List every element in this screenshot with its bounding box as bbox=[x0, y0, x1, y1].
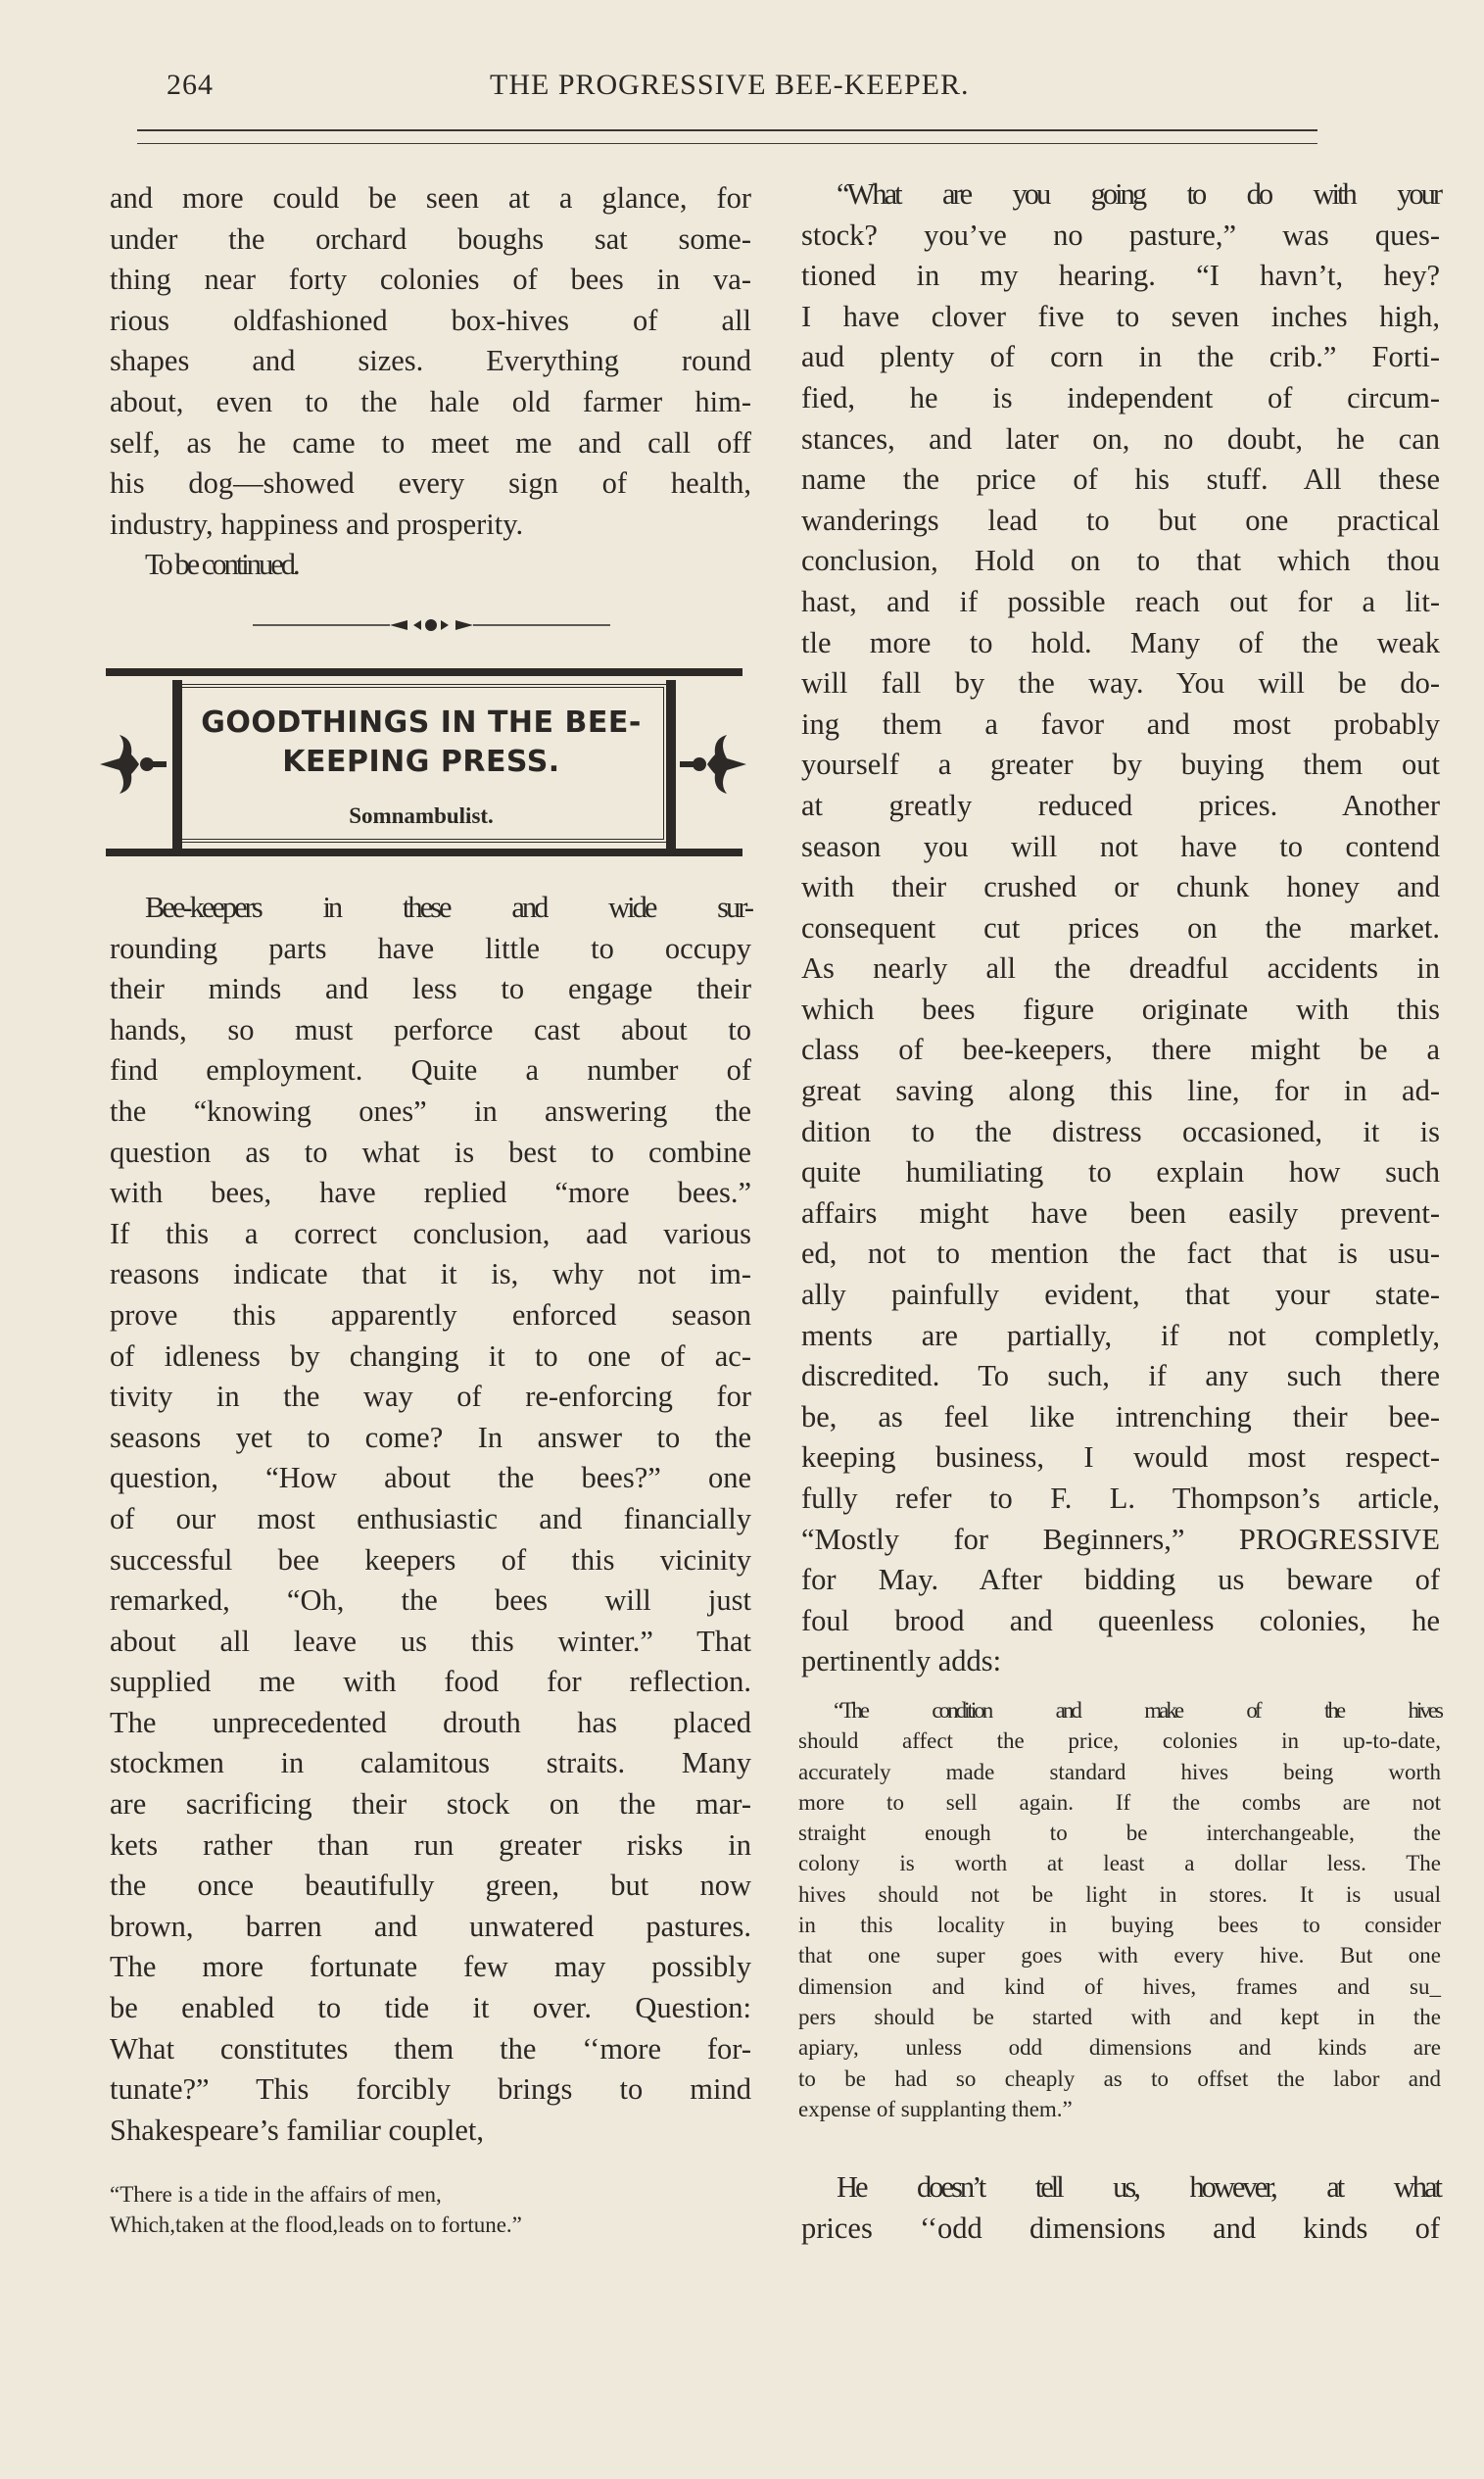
text-line: aud plenty of corn in the crib.” Forti- bbox=[801, 340, 1440, 374]
text-line: of idleness by changing it to one of ac- bbox=[110, 1338, 751, 1373]
text-line: with their crushed or chunk honey and bbox=[801, 870, 1440, 904]
text-line: about, even to the hale old farmer him- bbox=[110, 384, 751, 418]
text-line: supplied me with food for reflection. bbox=[110, 1665, 751, 1699]
text-line: ed, not to mention the fact that is usu- bbox=[801, 1237, 1440, 1271]
quote-line: straight enough to be interchangeable, the bbox=[798, 1821, 1441, 1846]
fleur-de-lis-right-icon bbox=[680, 725, 748, 803]
quote-line: apiary, unless odd dimensions and kinds are bbox=[798, 2035, 1441, 2061]
quote-line: in this locality in buying bees to consider bbox=[798, 1913, 1441, 1938]
box-bottom-bar bbox=[106, 849, 742, 856]
quote-line: that one super goes with every hive. But one bbox=[798, 1943, 1441, 1969]
text-line: Shakespeare’s familiar couplet, bbox=[110, 2113, 484, 2147]
text-line: stock? you’ve no pasture,” was ques- bbox=[801, 218, 1440, 252]
left-column-top bbox=[110, 178, 751, 586]
quote-line: more to sell again. If the combs are not bbox=[798, 1789, 1441, 1815]
text-line: tivity in the way of re-enforcing for bbox=[110, 1380, 751, 1414]
text-line: question, “How about the bees?” one bbox=[110, 1461, 751, 1495]
text-line: If this a correct conclusion, aad various bbox=[110, 1216, 751, 1250]
section-heading-box bbox=[98, 666, 749, 862]
text-line: self, as he came to meet me and call off bbox=[110, 425, 751, 460]
text-line: shapes and sizes. Everything round bbox=[110, 344, 751, 378]
text-line: tioned in my hearing. “I havn’t, hey? bbox=[801, 259, 1440, 293]
text-line: stances, and later on, no doubt, he can bbox=[801, 421, 1440, 456]
quote-line: colony is worth at least a dollar less. The bbox=[798, 1851, 1441, 1876]
text-line: tle more to hold. Many of the weak bbox=[801, 625, 1440, 659]
right-column-quote bbox=[798, 1695, 1441, 2124]
right-column-tail bbox=[801, 2167, 1440, 2249]
text-line: He doesn’t tell us, however, at what bbox=[837, 2170, 1440, 2204]
text-line: season you will not have to contend bbox=[801, 829, 1440, 863]
text-line: conclusion, Hold on to that which thou bbox=[801, 544, 1440, 578]
text-line: The more fortunate few may possibly bbox=[110, 1950, 751, 1984]
text-line: tunate?” This forcibly brings to mind bbox=[110, 2072, 751, 2107]
text-line: ments are partially, if not completly, bbox=[801, 1318, 1440, 1352]
quote-line: to be had so cheaply as to offset the labor and bbox=[798, 2066, 1441, 2091]
text-line: of our most enthusiastic and financially bbox=[110, 1501, 751, 1535]
text-line: which bees figure originate with this bbox=[801, 992, 1440, 1026]
journal-title: THE PROGRESSIVE BEE-KEEPER. bbox=[490, 69, 970, 101]
text-line: the “knowing ones” in answering the bbox=[110, 1094, 751, 1128]
text-line: quite humiliating to explain how such bbox=[801, 1155, 1440, 1190]
text-line: will fall by the way. You will be do- bbox=[801, 666, 1440, 701]
text-line: affairs might have been easily prevent- bbox=[801, 1195, 1440, 1230]
text-line: thing near forty colonies of bees in va- bbox=[110, 263, 751, 297]
text-line: hands, so must perforce cast about to bbox=[110, 1012, 751, 1046]
box-top-bar bbox=[106, 668, 742, 676]
text-line: yourself a greater by buying them out bbox=[801, 748, 1440, 782]
text-line: hast, and if possible reach out for a lit- bbox=[801, 584, 1440, 618]
quote-line: accurately made standard hives being worth bbox=[798, 1759, 1441, 1784]
text-line: ing them a favor and most probably bbox=[801, 706, 1440, 741]
divider-ornament-icon bbox=[253, 615, 610, 635]
text-line: ally painfully evident, that your state- bbox=[801, 1278, 1440, 1312]
text-line: with bees, have replied “more bees.” bbox=[110, 1176, 751, 1210]
text-line: remarked, “Oh, the bees will just bbox=[110, 1583, 751, 1618]
text-line: great saving along this line, for in ad- bbox=[801, 1074, 1440, 1108]
text-line: pertinently adds: bbox=[801, 1644, 1002, 1678]
section-title bbox=[186, 704, 656, 782]
text-line: brown, barren and unwatered pastures. bbox=[110, 1909, 751, 1943]
text-line: rounding parts have little to occupy bbox=[110, 931, 751, 965]
box-right-post bbox=[666, 680, 676, 849]
text-line: prove this apparently enforced season bbox=[110, 1297, 751, 1332]
text-line: stockmen in calamitous straits. Many bbox=[110, 1746, 751, 1780]
text-line: and more could be seen at a glance, for bbox=[110, 181, 751, 215]
text-line: prices ‘‘odd dimensions and kinds of bbox=[801, 2211, 1440, 2245]
text-line: kets rather than run greater risks in bbox=[110, 1827, 751, 1862]
text-line: class of bee-keepers, there might be a bbox=[801, 1033, 1440, 1067]
text-line: “What are you going to do with your bbox=[837, 177, 1440, 211]
text-line: Bee-keepers in these and wide sur- bbox=[145, 891, 751, 924]
text-line: are sacrificing their stock on the mar- bbox=[110, 1787, 751, 1822]
text-line: As nearly all the dreadful accidents in bbox=[801, 951, 1440, 986]
quote-line: “The condition and make of the hives bbox=[834, 1698, 1441, 1723]
text-line: “Mostly for Beginners,” PROGRESSIVE bbox=[801, 1522, 1440, 1556]
page-number: 264 bbox=[167, 69, 214, 101]
running-header bbox=[167, 69, 1244, 118]
text-line: The unprecedented drouth has placed bbox=[110, 1705, 751, 1739]
text-line: at greatly reduced prices. Another bbox=[801, 788, 1440, 822]
left-column-body bbox=[110, 888, 751, 2151]
text-line: discredited. To such, if any such there bbox=[801, 1359, 1440, 1393]
quote-line: expense of supplanting them.” bbox=[798, 2096, 1073, 2121]
text-line: foul brood and queenless colonies, he bbox=[801, 1603, 1440, 1637]
header-rule-thin bbox=[137, 143, 1317, 144]
text-line: his dog—showed every sign of health, bbox=[110, 466, 751, 501]
text-line: seasons yet to come? In answer to the bbox=[110, 1420, 751, 1454]
text-line: fully refer to F. L. Thompson’s article, bbox=[801, 1482, 1440, 1515]
left-column-quote bbox=[110, 2179, 751, 2240]
text-line: name the price of his stuff. All these bbox=[801, 462, 1440, 497]
text-line: for May. After bidding us beware of bbox=[801, 1563, 1440, 1597]
text-line: about all leave us this winter.” That bbox=[110, 1624, 751, 1658]
quote-line: hives should not be light in stores. It is usual bbox=[798, 1881, 1441, 1907]
text-line: be, as feel like intrenching their bee- bbox=[801, 1399, 1440, 1434]
text-line: What constitutes them the ‘‘more for- bbox=[110, 2031, 751, 2066]
quote-line: dimension and kind of hives, frames and su_ bbox=[798, 1973, 1441, 1999]
text-line: dition to the distress occasioned, it is bbox=[801, 1114, 1440, 1148]
text-line: question as to what is best to combine bbox=[110, 1135, 751, 1169]
text-line: find employment. Quite a number of bbox=[110, 1053, 751, 1088]
text-line: keeping business, I would most respect- bbox=[801, 1440, 1440, 1475]
section-author: Somnambulist. bbox=[349, 803, 494, 828]
header-rule bbox=[137, 129, 1317, 131]
quote-line: Which,taken at the flood,leads on to fortune.” bbox=[110, 2212, 522, 2237]
text-line: reasons indicate that it is, why not im- bbox=[110, 1257, 751, 1291]
text-line: the once beautifully green, but now bbox=[110, 1869, 751, 1903]
text-line: be enabled to tide it over. Question: bbox=[110, 1991, 751, 2025]
section-title-line-2: KEEPING PRESS. bbox=[282, 745, 560, 779]
text-line: rious oldfashioned box-hives of all bbox=[110, 303, 751, 337]
text-line: successful bee keepers of this vicinity bbox=[110, 1542, 751, 1577]
quote-line: should affect the price, colonies in up-to-date, bbox=[798, 1728, 1441, 1754]
text-line: consequent cut prices on the market. bbox=[801, 910, 1440, 945]
text-line: I have clover five to seven inches high, bbox=[801, 299, 1440, 333]
text-line: wanderings lead to but one practical bbox=[801, 503, 1440, 537]
continued-note: To be continued. bbox=[145, 548, 298, 582]
quote-line: “There is a tide in the affairs of men, bbox=[110, 2182, 442, 2207]
box-left-post bbox=[172, 680, 182, 849]
right-column-body bbox=[801, 174, 1440, 1682]
quote-line: pers should be started with and kept in the bbox=[798, 2004, 1441, 2029]
fleur-de-lis-left-icon bbox=[98, 725, 167, 803]
text-line: under the orchard boughs sat some- bbox=[110, 221, 751, 256]
text-line: their minds and less to engage their bbox=[110, 972, 751, 1006]
text-line: industry, happiness and prosperity. bbox=[110, 507, 524, 541]
text-line: fied, he is independent of circum- bbox=[801, 380, 1440, 414]
section-title-line-1: GOODTHINGS IN THE BEE- bbox=[201, 705, 642, 740]
